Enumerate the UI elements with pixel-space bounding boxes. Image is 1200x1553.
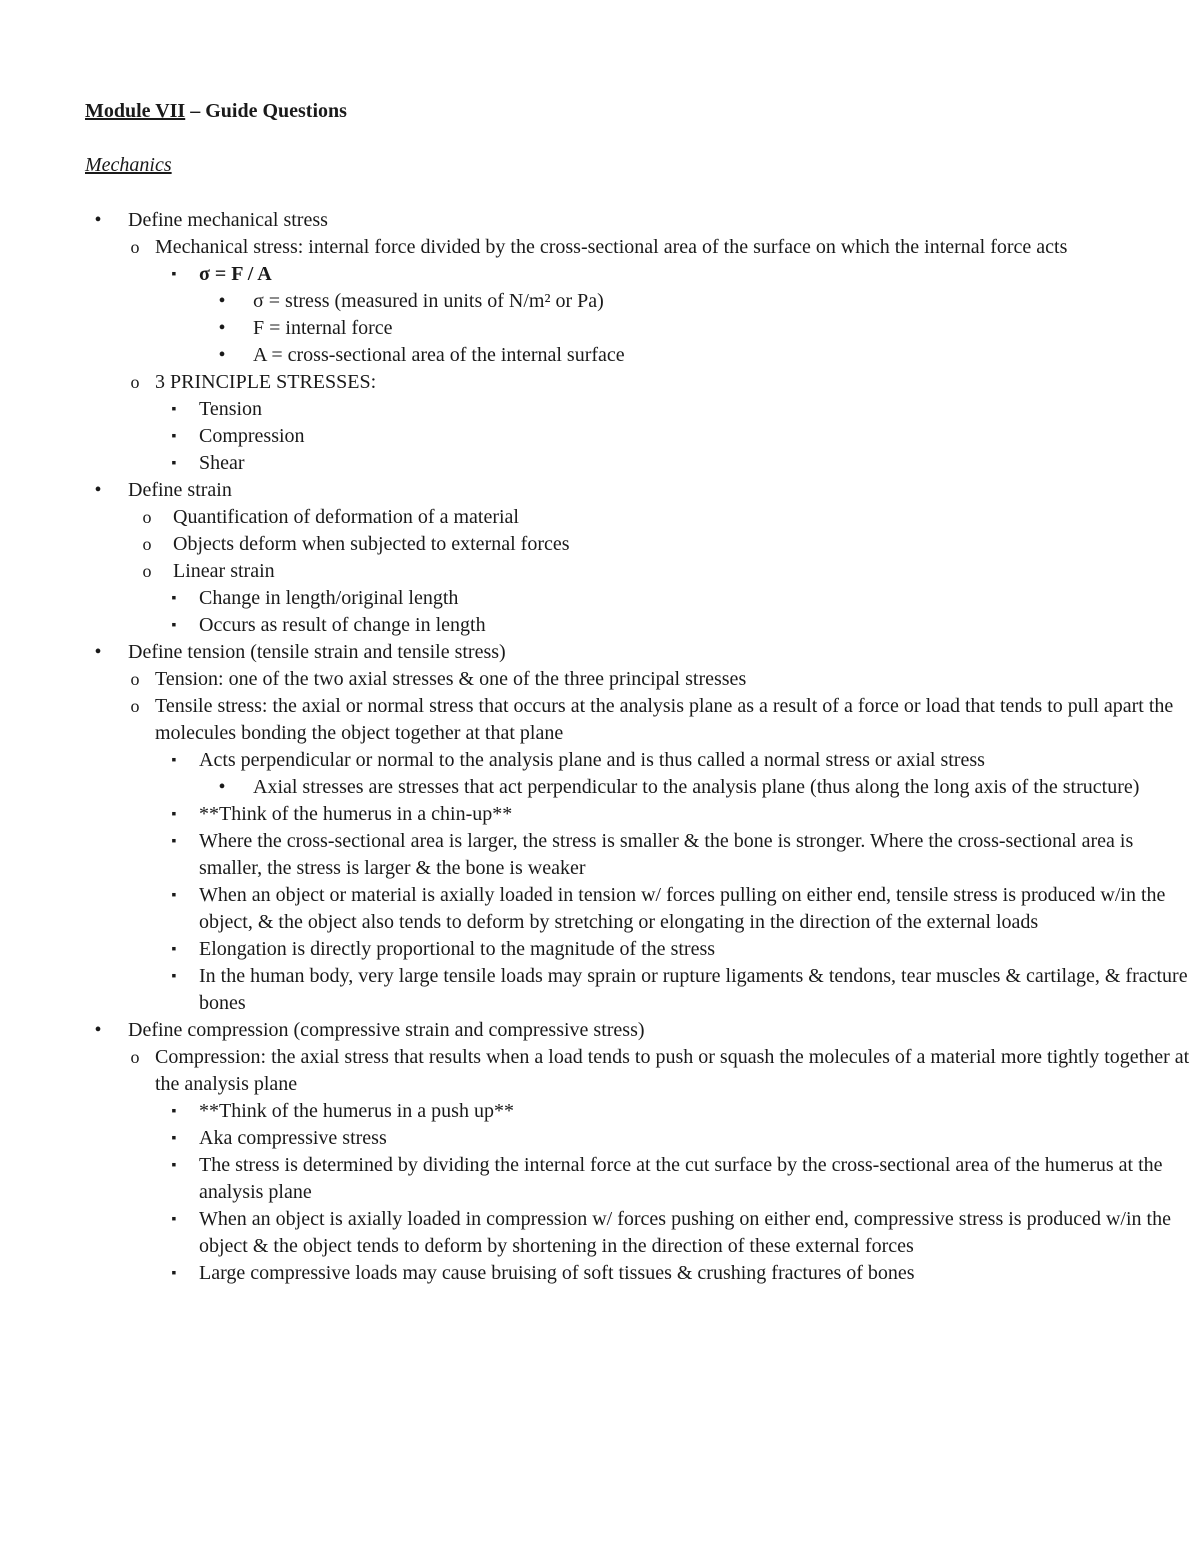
item-text: The stress is determined by dividing the internal force at the cut surface by the cross-sectional area of the humerus at the analysis plane [199,1154,1163,1203]
square-marker: ▪ [171,591,177,606]
item-text: Compression: the axial stress that results when a load tends to push or squash the molecules of a material more tightly together at the analysis plane [155,1046,1190,1095]
square-marker: ▪ [171,1104,177,1119]
outline-item-level-2 [0,693,1200,747]
outline-item-level-3 [0,1125,1200,1152]
outline-item-level-3 [0,882,1200,936]
circle-marker: o [142,534,152,554]
outline-item-level-3 [0,1260,1200,1287]
document-title [85,100,347,123]
item-text: Objects deform when subjected to external forces [173,533,570,555]
outline-item-level-2 [0,1044,1200,1098]
square-marker: ▪ [171,888,177,903]
outline-item-level-3 [0,423,1200,450]
outline-item-level-2b [0,558,1200,585]
item-text: F = internal force [253,317,393,339]
outline-item-level-4 [0,774,1200,801]
outline-item-level-3 [0,585,1200,612]
outline-item-level-1 [0,477,1200,504]
circle-marker: o [142,507,152,527]
item-text: Axial stresses are stresses that act perpendicular to the analysis plane (thus along the long axis of the structure) [253,776,1140,798]
item-text: Define mechanical stress [128,209,328,231]
outline-item-level-3 [0,801,1200,828]
outline-item-level-3 [0,1206,1200,1260]
item-text: σ = stress (measured in units of N/m² or Pa) [253,290,604,312]
square-marker: ▪ [171,1212,177,1227]
outline-item-level-2b [0,504,1200,531]
outline-item-level-3 [0,936,1200,963]
circle-marker: o [130,372,140,392]
outline-item-level-2 [0,369,1200,396]
item-text: In the human body, very large tensile loads may sprain or rupture ligaments & tendons, tear muscles & cartilage, & fracture bones [199,965,1188,1014]
item-text: Shear [199,452,245,474]
formula-text: σ = F / A [199,263,272,285]
item-text: Define compression (compressive strain and compressive stress) [128,1019,645,1041]
outline-item-level-4 [0,315,1200,342]
square-marker: ▪ [171,753,177,768]
item-text: Where the cross-sectional area is larger, the stress is smaller & the bone is stronger. Where the cross-sectional area is smaller, the stress is larger & the bone is weaker [199,830,1134,879]
item-text: Aka compressive stress [199,1127,387,1149]
circle-marker: o [130,669,140,689]
circle-marker: o [130,237,140,257]
outline-item-level-3 [0,612,1200,639]
item-text: Tension [199,398,263,420]
outline-item-level-3 [0,1098,1200,1125]
outline-item-level-1 [0,207,1200,234]
outline-item-level-2 [0,666,1200,693]
outline-item-level-3 [0,1152,1200,1206]
title-module: Module VII [85,100,186,122]
square-marker: ▪ [171,807,177,822]
outline-item-level-3 [0,963,1200,1017]
outline-item-level-4 [0,288,1200,315]
bullet-marker: • [94,641,102,663]
outline-item-level-4 [0,342,1200,369]
bullet-marker: • [218,344,226,366]
item-text: Define tension (tensile strain and tensile stress) [128,641,506,663]
item-text: A = cross-sectional area of the internal surface [253,344,625,366]
section-heading: Mechanics [85,154,172,176]
square-marker: ▪ [171,429,177,444]
item-text: Quantification of deformation of a material [173,506,519,528]
item-text: **Think of the humerus in a chin-up** [199,803,513,825]
square-marker: ▪ [171,267,177,282]
item-text: Large compressive loads may cause bruising of soft tissues & crushing fractures of bones [199,1262,915,1284]
item-text: Change in length/original length [199,587,459,609]
bullet-marker: • [218,317,226,339]
outline-item-level-3 [0,747,1200,774]
item-text: Compression [199,425,305,447]
bullet-marker: • [218,776,226,798]
bullet-marker: • [94,209,102,231]
item-text: Tension: one of the two axial stresses & one of the three principal stresses [155,668,747,690]
circle-marker: o [130,1047,140,1067]
outline-item-level-3 [0,261,1200,288]
title-rest: – Guide Questions [185,100,347,122]
item-text: Occurs as result of change in length [199,614,486,636]
circle-marker: o [142,561,152,581]
outline-item-level-2b [0,531,1200,558]
item-text: Elongation is directly proportional to the magnitude of the stress [199,938,716,960]
item-text: Define strain [128,479,232,501]
square-marker: ▪ [171,402,177,417]
square-marker: ▪ [171,969,177,984]
circle-marker: o [130,696,140,716]
square-marker: ▪ [171,834,177,849]
item-text: Tensile stress: the axial or normal stress that occurs at the analysis plane as a result of a force or load that tends to pull apart the molecules bonding the object together at that plane [155,695,1174,744]
square-marker: ▪ [171,942,177,957]
outline-item-level-3 [0,396,1200,423]
outline-item-level-3 [0,450,1200,477]
item-text: When an object is axially loaded in compression w/ forces pushing on either end, compressive stress is produced w/in the object & the object tends to deform by shortening in the direction of these external forces [199,1208,1171,1257]
outline-list [0,207,1200,1287]
outline-item-level-1 [0,1017,1200,1044]
item-text: **Think of the humerus in a push up** [199,1100,514,1122]
outline-item-level-1 [0,639,1200,666]
bullet-marker: • [94,479,102,501]
item-text: Linear strain [173,560,275,582]
item-text: Acts perpendicular or normal to the analysis plane and is thus called a normal stress or axial stress [199,749,985,771]
outline-item-level-2 [0,234,1200,261]
square-marker: ▪ [171,618,177,633]
square-marker: ▪ [171,456,177,471]
square-marker: ▪ [171,1131,177,1146]
item-text: When an object or material is axially loaded in tension w/ forces pulling on either end, tensile stress is produced w/in the object, & the object also tends to deform by stretching or elongating in the direction of the external loads [199,884,1166,933]
outline-item-level-3 [0,828,1200,882]
item-text: Mechanical stress: internal force divided by the cross-sectional area of the surface on which the internal force acts [155,236,1068,258]
bullet-marker: • [218,290,226,312]
square-marker: ▪ [171,1266,177,1281]
item-text: 3 PRINCIPLE STRESSES: [155,371,377,393]
bullet-marker: • [94,1019,102,1041]
square-marker: ▪ [171,1158,177,1173]
